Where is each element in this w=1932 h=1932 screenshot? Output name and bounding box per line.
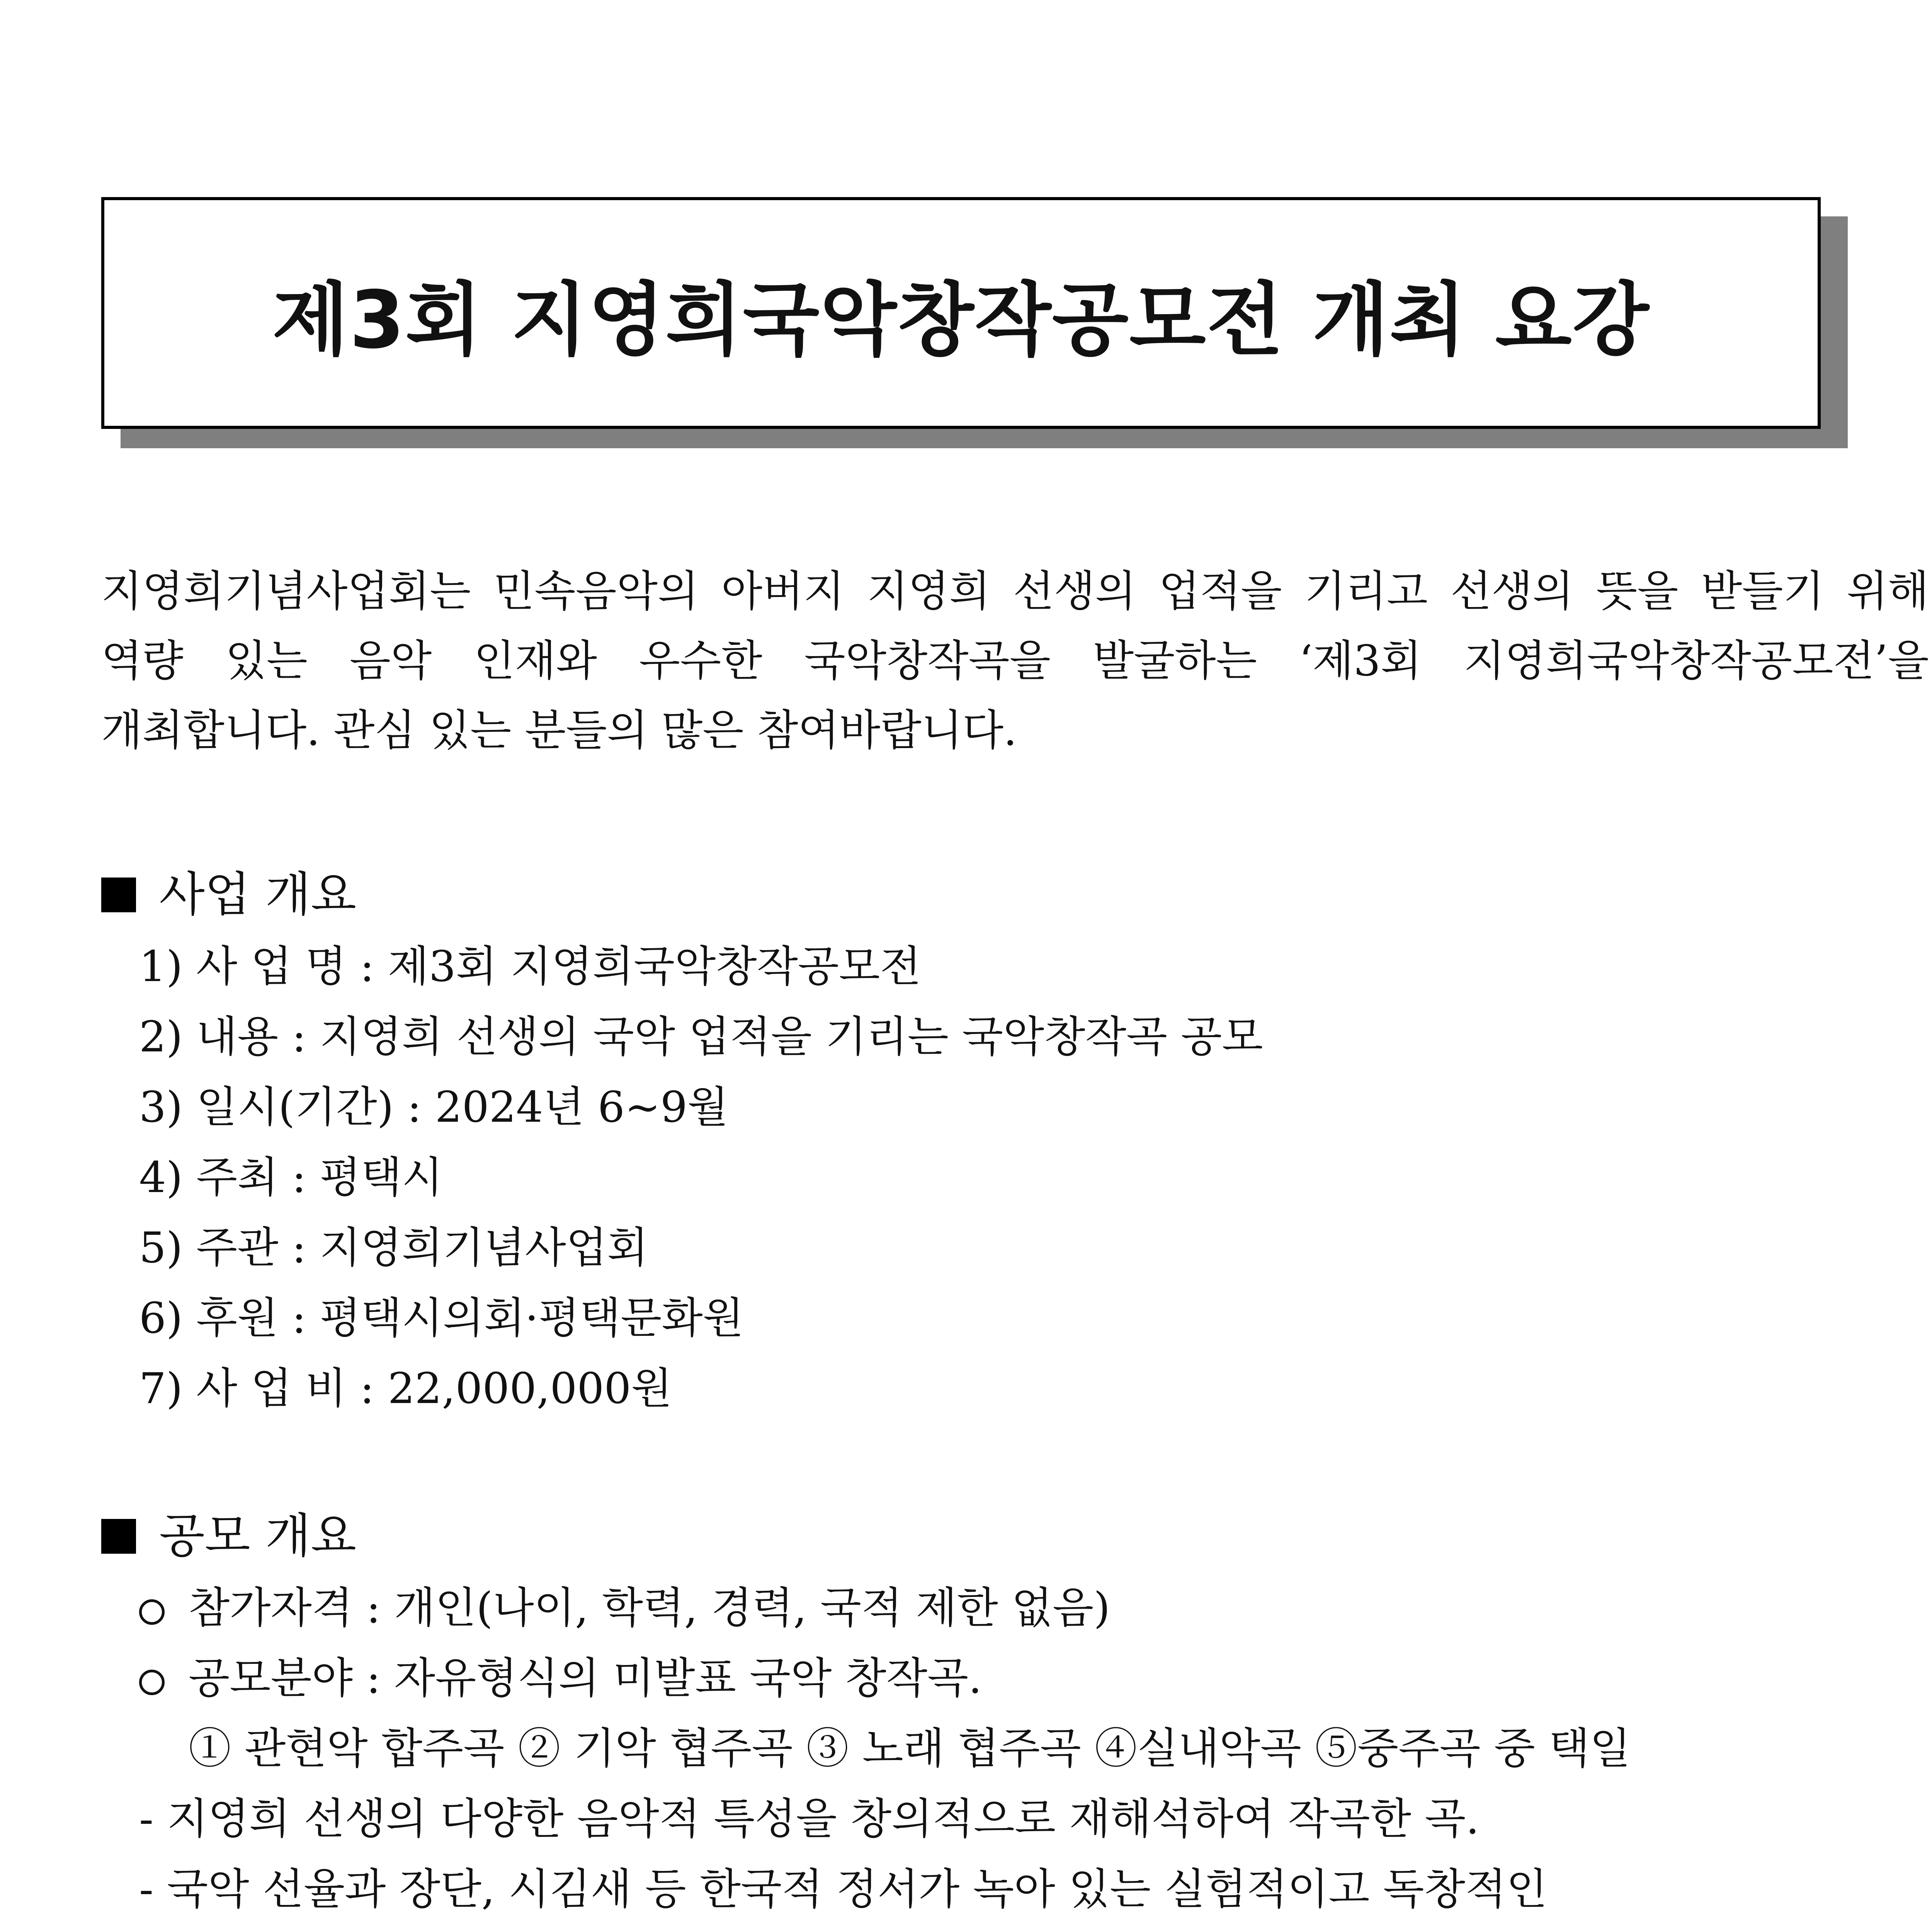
circle-bullet-icon <box>139 1670 165 1695</box>
list-item: 3) 일시(기간) : 2024년 6~9월 <box>139 1082 729 1132</box>
section-heading-contest <box>101 1507 356 1565</box>
overview-list <box>139 931 1263 1423</box>
list-item: 7) 사 업 비 : 22,000,000원 <box>139 1364 672 1413</box>
section-heading-overview <box>101 866 356 923</box>
list-item: 1) 사 업 명 : 제3회 지영희국악창작공모전 <box>139 942 921 991</box>
section-heading-text: 사업 개요 <box>159 867 357 922</box>
section-heading-text: 공모 개요 <box>159 1509 357 1563</box>
list-item-categories: ① 관현악 합주곡 ② 기악 협주곡 ③ 노래 협주곡 ④실내악곡 ⑤중주곡 중 택일 <box>189 1724 1631 1773</box>
list-item: 2) 내용 : 지영희 선생의 국악 업적을 기리는 국악창작곡 공모 <box>139 1012 1263 1061</box>
circle-bullet-icon <box>139 1599 165 1625</box>
list-item-dash: - 국악 선율과 장단, 시김새 등 한국적 정서가 녹아 있는 실험적이고 독창적인 <box>139 1864 1548 1914</box>
list-item-field: 공모분야 : 자유형식의 미발표 국악 창작곡. <box>139 1643 1631 1713</box>
title-box <box>101 197 1821 429</box>
square-bullet-icon <box>101 1519 136 1554</box>
intro-paragraph: 지영희기념사업회는 민속음악의 아버지 지영희 선생의 업적을 기리고 선생의 뜻을 받들기 위해 역량 있는 음악 인재와 우수한 국악창작곡을 발굴하는 ‘제3회 지영희국악창작공모전’을 개최합니다. 관심 있는 분들의 많은 참여바랍니다. <box>101 566 1929 755</box>
list-item: 6) 후원 : 평택시의회·평택문화원 <box>139 1293 744 1343</box>
list-item-dash: - 지영희 선생의 다양한 음악적 특성을 창의적으로 재해석하여 작곡한 곡. <box>139 1794 1480 1844</box>
list-item: 5) 주관 : 지영희기념사업회 <box>139 1223 648 1272</box>
list-item-eligibility: 참가자격 : 개인(나이, 학력, 경력, 국적 제한 없음) <box>139 1573 1631 1643</box>
square-bullet-icon <box>101 878 136 912</box>
list-item-dash-continued <box>139 1924 1631 1932</box>
page-title: 제3회 지영희국악창작공모전 개최 요강 <box>272 274 1650 366</box>
title-banner <box>101 197 1828 425</box>
list-item: 4) 주최 : 평택시 <box>139 1153 443 1202</box>
contest-list <box>139 1573 1631 1932</box>
